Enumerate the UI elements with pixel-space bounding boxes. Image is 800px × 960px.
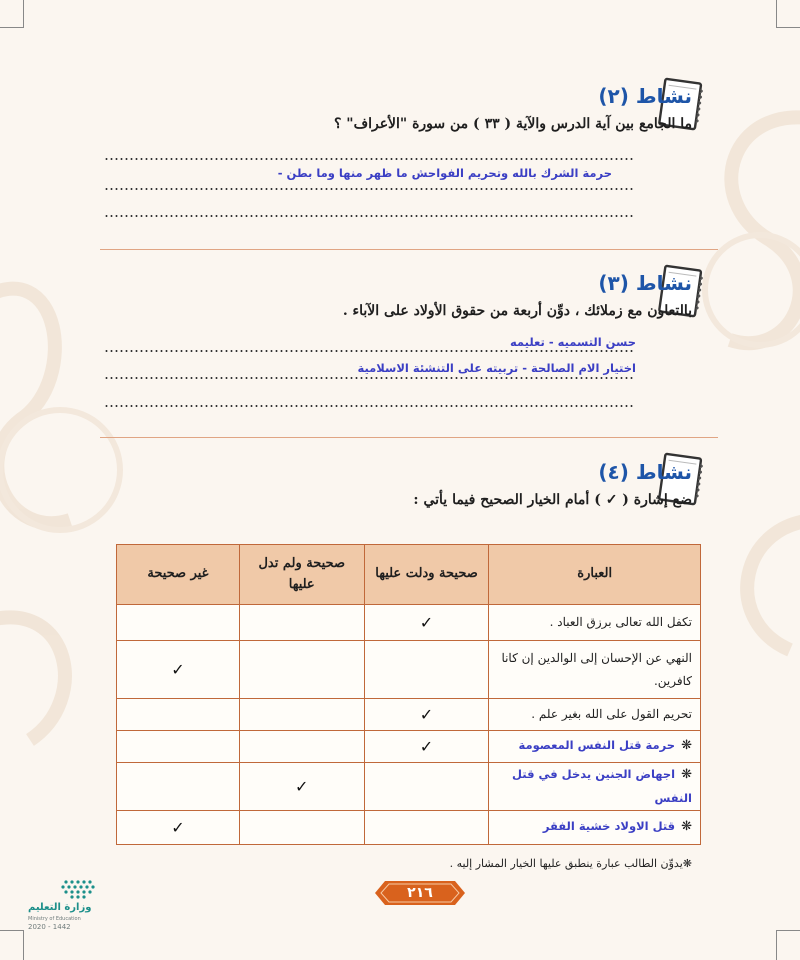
choice-cell-correct-no-evidence[interactable] bbox=[239, 605, 364, 641]
choice-cell-incorrect[interactable] bbox=[117, 731, 240, 763]
checkmark-icon: ✓ bbox=[171, 660, 185, 679]
choice-cell-incorrect[interactable] bbox=[117, 763, 240, 811]
choice-cell-correct-with-evidence[interactable] bbox=[364, 731, 489, 763]
checkmark-icon: ✓ bbox=[419, 737, 434, 756]
activity-2 bbox=[112, 84, 692, 132]
section-divider bbox=[100, 437, 718, 438]
answer-line[interactable] bbox=[104, 377, 634, 379]
choice-cell-incorrect[interactable] bbox=[117, 641, 240, 699]
table-row bbox=[117, 699, 701, 731]
crop-mark bbox=[0, 0, 24, 28]
ministry-name-en: Ministry of Education bbox=[28, 916, 81, 922]
choice-cell-incorrect[interactable] bbox=[117, 810, 240, 844]
choice-cell-correct-no-evidence[interactable] bbox=[239, 699, 364, 731]
activity-question: بالتعاون مع زملائك ، دوِّن أربعة من حقوق الأولاد على الآباء . bbox=[342, 303, 692, 319]
activity-4 bbox=[112, 460, 692, 508]
checkmark-icon: ✓ bbox=[171, 817, 185, 837]
checkmark-icon: ✓ bbox=[419, 613, 434, 632]
choice-cell-correct-with-evidence[interactable] bbox=[364, 699, 489, 731]
statement-text: اجهاض الجنين يدخل في قتل النفس bbox=[512, 767, 692, 805]
answer-line[interactable] bbox=[104, 405, 634, 407]
student-answer: حرمة الشرك بالله وتحريم الفواحش ما ظهر منها وما بطن - bbox=[277, 166, 612, 180]
crop-mark bbox=[776, 0, 800, 28]
activity-question: ما الجامع بين آية الدرس والآية ( ٣٣ ) من سورة "الأعراف" ؟ bbox=[333, 116, 692, 132]
statement-cell bbox=[489, 731, 701, 763]
star-icon: ❋ bbox=[681, 818, 692, 834]
activity-title: نشاط (٤) bbox=[598, 460, 692, 484]
statement-text: قتل الاولاد خشية الفقر bbox=[542, 818, 676, 833]
star-icon: ❋ bbox=[681, 738, 692, 754]
statement-cell bbox=[489, 605, 701, 641]
ministry-name: وزارة التعليم bbox=[28, 902, 92, 913]
choice-cell-incorrect[interactable] bbox=[117, 699, 240, 731]
crop-mark bbox=[0, 930, 24, 960]
statement-cell bbox=[489, 699, 701, 731]
star-icon: ❋ bbox=[681, 767, 692, 782]
activity-title: نشاط (٢) bbox=[598, 84, 692, 108]
activity-title: نشاط (٣) bbox=[598, 271, 692, 295]
statement-text: تحريم القول على الله بغير علم . bbox=[531, 707, 692, 722]
crop-mark bbox=[776, 930, 800, 960]
choice-cell-incorrect[interactable] bbox=[117, 605, 240, 641]
page-number: ٢١٦ bbox=[407, 885, 433, 901]
header-incorrect: غير صحيحة bbox=[117, 545, 240, 605]
table-row bbox=[117, 605, 701, 641]
choice-cell-correct-with-evidence[interactable] bbox=[364, 763, 489, 811]
answer-line[interactable] bbox=[104, 188, 634, 190]
answer-line[interactable] bbox=[104, 215, 634, 217]
statement-cell bbox=[489, 641, 701, 699]
choice-cell-correct-no-evidence[interactable] bbox=[239, 641, 364, 699]
choice-cell-correct-no-evidence[interactable] bbox=[239, 763, 364, 811]
table-row bbox=[117, 810, 701, 844]
choice-cell-correct-no-evidence[interactable] bbox=[239, 731, 364, 763]
footnote: ❋يدوِّن الطالب عبارة ينطبق عليها الخيار المشار إليه . bbox=[449, 857, 692, 870]
header-statement: العبارة bbox=[489, 545, 701, 605]
checkmark-icon: ✓ bbox=[419, 705, 434, 724]
table-row bbox=[117, 641, 701, 699]
statement-text: تكفل الله تعالى برزق العباد . bbox=[549, 615, 692, 630]
table-body bbox=[117, 605, 701, 845]
choice-cell-correct-with-evidence[interactable] bbox=[364, 605, 489, 641]
activity-question: ضع إشارة ( ✓ ) أمام الخيار الصحيح فيما يأتي : bbox=[413, 492, 692, 508]
table-header-row bbox=[117, 545, 701, 605]
statement-cell bbox=[489, 810, 701, 844]
student-answer: اختيار الام الصالحة - تربيته على التنشئة الاسلامية bbox=[357, 361, 636, 375]
statement-cell bbox=[489, 763, 701, 811]
statement-text: حرمة قتل النفس المعصومة bbox=[518, 738, 676, 753]
activity-3 bbox=[112, 271, 692, 319]
choice-cell-correct-with-evidence[interactable] bbox=[364, 641, 489, 699]
table-row bbox=[117, 763, 701, 811]
checkmark-icon: ✓ bbox=[295, 776, 309, 796]
answer-line[interactable] bbox=[104, 350, 634, 352]
section-divider bbox=[100, 249, 718, 250]
statement-text: النهي عن الإحسان إلى الوالدين إن كانا كافرين. bbox=[501, 650, 692, 688]
answers-table bbox=[116, 544, 701, 845]
table-row bbox=[117, 731, 701, 763]
edition-year: 2020 - 1442 bbox=[28, 923, 71, 931]
choice-cell-correct-no-evidence[interactable] bbox=[239, 810, 364, 844]
header-correct-no-evidence: صحيحة ولم تدل عليها bbox=[239, 545, 364, 605]
header-correct-with-evidence: صحيحة ودلت عليها bbox=[364, 545, 489, 605]
choice-cell-correct-with-evidence[interactable] bbox=[364, 810, 489, 844]
student-answer: حسن التسميه - تعليمه bbox=[509, 335, 636, 349]
answer-line[interactable] bbox=[104, 158, 634, 160]
